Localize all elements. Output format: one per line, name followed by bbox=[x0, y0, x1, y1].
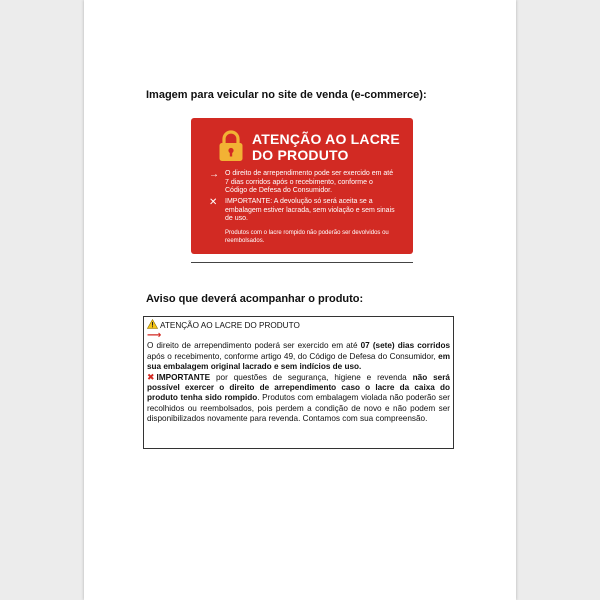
notice-bold-text: em sua embalagem original lacrado e sem indícios de uso. bbox=[147, 351, 450, 371]
notice-paragraph-important bbox=[147, 372, 450, 424]
banner-item-text: O direito de arrependimento pode ser exercido em até 7 dias corridos após o recebimento, conforme o Código de Defesa do Consumidor. bbox=[225, 170, 394, 194]
lock-icon bbox=[218, 130, 244, 162]
notice-text: O direito de arrependimento poderá ser exercido em até bbox=[147, 341, 361, 351]
seal-warning-banner bbox=[191, 118, 413, 254]
notice-text: após o recebimento, conforme artigo 49, do Código de Defesa do Consumidor, bbox=[147, 351, 439, 361]
notice-bold-text: IMPORTANTE bbox=[156, 373, 211, 383]
document-page bbox=[84, 0, 516, 600]
product-notice-box bbox=[143, 316, 454, 449]
notice-bold-text: 07 (sete) dias corridos bbox=[360, 341, 450, 351]
notice-text: por questões de segurança, higiene e revenda bbox=[210, 373, 413, 383]
notice-title-line bbox=[147, 319, 450, 331]
divider bbox=[191, 262, 413, 263]
banner-item-text: IMPORTANTE: A devolução só será aceita se a embalagem estiver lacrada, sem violação e sem sinais de uso. bbox=[225, 198, 395, 222]
notice-bold-text: não será possível exercer o direito de arrependimento caso o lacre da caixa do produto tenha sido rompido bbox=[147, 373, 450, 403]
arrow-right-icon: ⟶ bbox=[147, 330, 162, 342]
notice-text: . Produtos com embalagem violada não poderão ser recolhidos ou reembolsados, pois perdem a condição de novo e não podem ser disponibilizados novamente para revenda. Contamos com sua compreensão. bbox=[147, 393, 450, 423]
arrow-right-icon: → bbox=[209, 169, 219, 180]
banner-footnote: Produtos com o lacre rompido não poderão ser devolvidos ou reembolsados. bbox=[225, 230, 389, 244]
ecommerce-heading: Imagem para veicular no site de venda (e-commerce): bbox=[146, 89, 427, 101]
warning-icon bbox=[147, 319, 158, 329]
product-notice-heading: Aviso que deverá acompanhar o produto: bbox=[146, 293, 364, 305]
notice-paragraph-withdrawal bbox=[147, 331, 450, 372]
notice-title: ATENÇÃO AO LACRE DO PRODUTO bbox=[160, 321, 300, 330]
banner-title: ATENÇÃO AO LACRE DO PRODUTO bbox=[252, 131, 400, 163]
x-icon: ✖ bbox=[147, 372, 155, 383]
x-icon: ✕ bbox=[209, 197, 218, 208]
